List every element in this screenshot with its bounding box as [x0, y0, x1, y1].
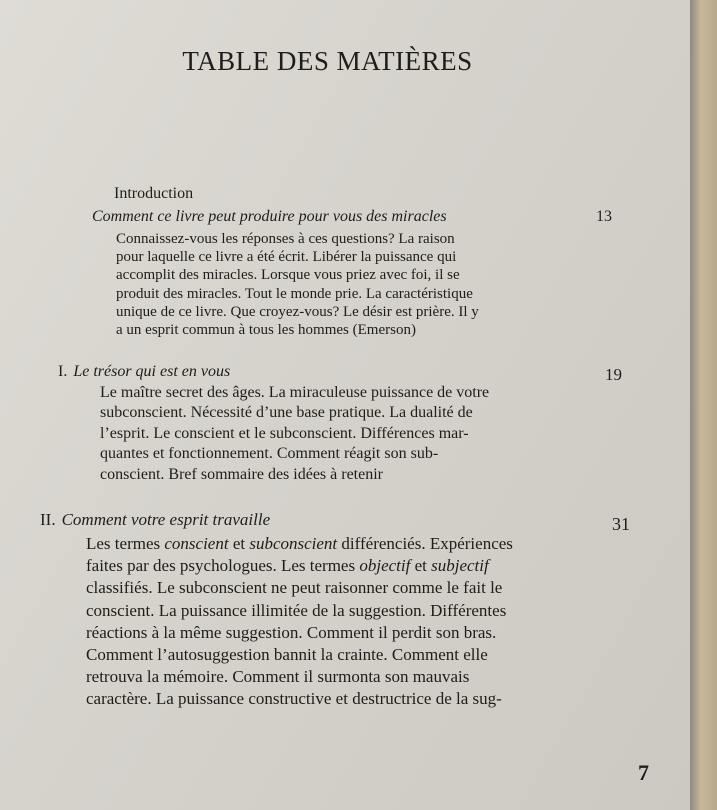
chapter-2-page-number: 31: [612, 514, 630, 534]
summary-line: subconscient. Nécessité d’une base pratique. La dualité de: [100, 404, 473, 422]
summary-line: l’esprit. Le conscient et le subconscient. Différences mar-: [100, 424, 469, 442]
summary-line: a un esprit commun à tous les hommes (Emerson): [116, 322, 416, 339]
summary-line: classifiés. Le subconscient ne peut raisonner comme le fait le: [86, 578, 503, 598]
summary-line: quantes et fonctionnement. Comment réagit son sub-: [100, 445, 439, 463]
chapter-2-number: II.: [40, 510, 56, 529]
summary-line: caractère. La puissance constructive et destructrice de la sug-: [86, 689, 502, 709]
summary-line: unique de ce livre. Que croyez-vous? Le désir est prière. Il y: [116, 303, 479, 320]
summary-line: conscient. La puissance illimitée de la suggestion. Différentes: [86, 600, 507, 620]
introduction-title: Comment ce livre peut produire pour vous des miracles: [92, 208, 447, 225]
text-run: et: [228, 534, 250, 553]
italic-term: subconscient: [249, 534, 338, 553]
introduction-summary: [116, 230, 592, 339]
introduction-label: Introduction: [114, 185, 194, 202]
chapter-2-heading: [40, 510, 270, 530]
chapter-1-number: I.: [58, 363, 68, 380]
page-title: TABLE DES MATIÈRES: [182, 46, 473, 76]
chapter-1-heading: [58, 363, 230, 381]
text-run: Les termes: [86, 534, 165, 553]
chapter-1-title: Le trésor qui est en vous: [73, 363, 231, 380]
chapter-2-summary: [86, 533, 596, 711]
summary-line: pour laquelle ce livre a été écrit. Libérer la puissance qui: [116, 249, 457, 266]
page-number: 7: [638, 760, 649, 785]
text-run: différenciés. Expériences: [337, 534, 513, 553]
text-run: faites par des psychologues. Les termes: [86, 556, 360, 576]
summary-line: produit des miracles. Tout le monde prie. La caractéristique: [116, 285, 473, 302]
summary-line: conscient. Bref sommaire des idées à retenir: [100, 465, 383, 483]
italic-term: subjectif: [431, 556, 489, 576]
summary-line: Comment l’autosuggestion bannit la crainte. Comment elle: [86, 645, 488, 665]
summary-line: accomplit des miracles. Lorsque vous priez avec foi, il se: [116, 267, 460, 284]
italic-term: objectif: [359, 556, 411, 576]
text-run: et: [410, 556, 432, 576]
chapter-1-page-number: 19: [605, 365, 622, 384]
chapter-1-summary: [100, 383, 588, 485]
summary-line: [86, 533, 596, 555]
summary-line: Connaissez-vous les réponses à ces questions? La raison: [116, 231, 455, 247]
chapter-2-title: Comment votre esprit travaille: [61, 510, 271, 529]
summary-line: Le maître secret des âges. La miraculeuse puissance de votre: [100, 384, 490, 401]
introduction-page-number: 13: [596, 208, 612, 225]
summary-line: réactions à la même suggestion. Comment il perdit son bras.: [86, 622, 497, 642]
summary-line: retrouva la mémoire. Comment il surmonta son mauvais: [86, 667, 470, 687]
summary-line: [86, 555, 596, 577]
italic-term: conscient: [164, 534, 229, 553]
table-surface: [690, 0, 717, 810]
